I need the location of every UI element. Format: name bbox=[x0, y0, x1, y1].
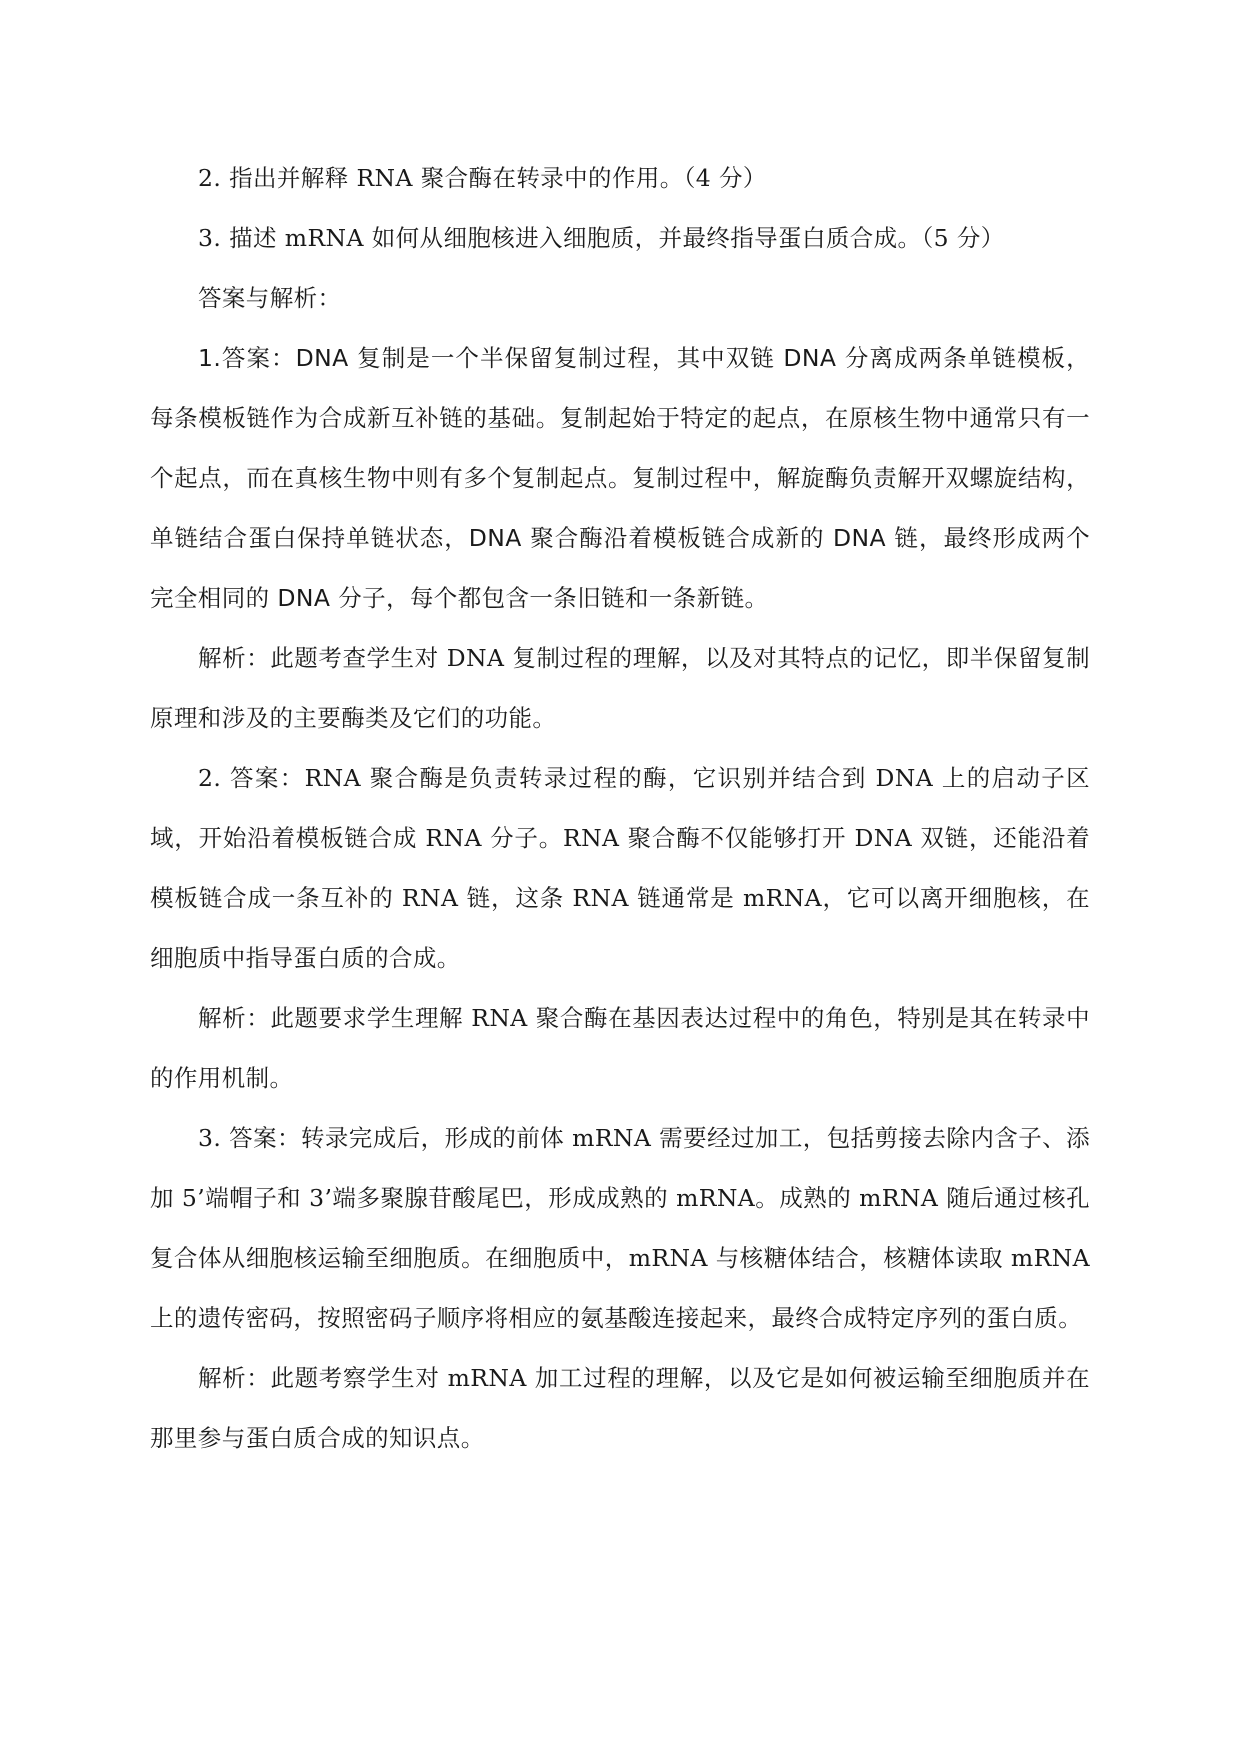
answer-section-heading: 答案与解析： bbox=[198, 284, 342, 312]
question-3: 3. 描述 mRNA 如何从细胞核进入细胞质，并最终指导蛋白质合成。（5 分） bbox=[198, 224, 1005, 252]
document-body bbox=[150, 148, 1090, 1468]
answer-2: 2. 答案：RNA 聚合酶是负责转录过程的酶，它识别并结合到 DNA 上的启动子区域，开始沿着模板链合成 RNA 分子。RNA 聚合酶不仅能够打开 DNA 双链，还能沿着模板链合成一条互补的 RNA 链，这条 RNA 链通常是 mRNA，它可以离开细胞核，在细胞质中指导蛋白质的合成。 bbox=[150, 764, 1090, 972]
analysis-3: 解析：此题考察学生对 mRNA 加工过程的理解，以及它是如何被运输至细胞质并在那里参与蛋白质合成的知识点。 bbox=[150, 1364, 1090, 1452]
question-2: 2. 指出并解释 RNA 聚合酶在转录中的作用。（4 分） bbox=[198, 164, 767, 192]
answer-1: 1.答案：DNA 复制是一个半保留复制过程，其中双链 DNA 分离成两条单链模板，每条模板链作为合成新互补链的基础。复制起始于特定的起点，在原核生物中通常只有一个起点，而在真核生物中则有多个复制起点。复制过程中，解旋酶负责解开双螺旋结构，单链结合蛋白保持单链状态，DNA 聚合酶沿着模板链合成新的 DNA 链，最终形成两个完全相同的 DNA 分子，每个都包含一条旧链和一条新链。 bbox=[150, 344, 1090, 612]
analysis-2: 解析：此题要求学生理解 RNA 聚合酶在基因表达过程中的角色，特别是其在转录中的作用机制。 bbox=[150, 1004, 1090, 1092]
analysis-1: 解析：此题考查学生对 DNA 复制过程的理解，以及对其特点的记忆，即半保留复制原理和涉及的主要酶类及它们的功能。 bbox=[150, 644, 1090, 732]
answer-3: 3. 答案：转录完成后，形成的前体 mRNA 需要经过加工，包括剪接去除内含子、添加 5’端帽子和 3’端多聚腺苷酸尾巴，形成成熟的 mRNA。成熟的 mRNA 随后通过核孔复合体从细胞核运输至细胞质。在细胞质中，mRNA 与核糖体结合，核糖体读取 mRNA 上的遗传密码，按照密码子顺序将相应的氨基酸连接起来，最终合成特定序列的蛋白质。 bbox=[150, 1124, 1090, 1332]
